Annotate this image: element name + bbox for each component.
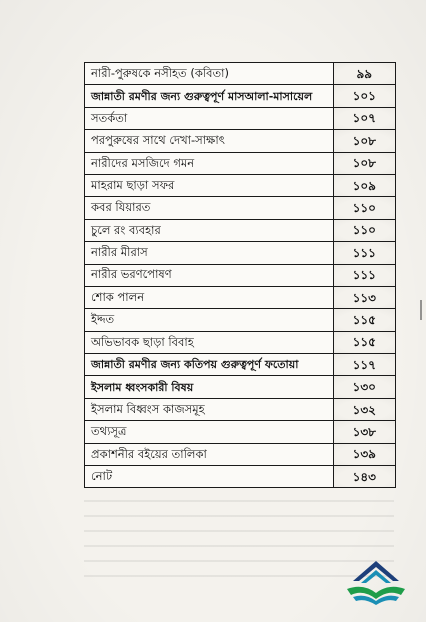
toc-entry-page: ১১৭: [333, 354, 395, 376]
toc-entry-page: ১০৮: [333, 130, 395, 152]
toc-entry-page: ১০১: [333, 85, 395, 107]
toc-row: [85, 264, 396, 286]
toc-row: [85, 398, 396, 420]
toc-entry-title: অভিভাবক ছাড়া বিবাহ: [85, 331, 334, 353]
toc-entry-page: ১৪৩: [333, 466, 395, 488]
toc-entry-page: ১১৩: [333, 286, 395, 308]
toc-entry-title: শোক পালন: [85, 286, 334, 308]
toc-entry-title: পরপুরুষের সাথে দেখা-সাক্ষাৎ: [85, 130, 334, 152]
toc-row: [85, 85, 396, 107]
toc-entry-title: নারীর মীরাস: [85, 242, 334, 264]
toc-entry-page: ১০৮: [333, 152, 395, 174]
toc-row: [85, 174, 396, 196]
toc-row: [85, 354, 396, 376]
toc-row: [85, 421, 396, 443]
toc-entry-title: ইসলাম বিধ্বংস কাজসমূহ: [85, 398, 334, 420]
toc-entry-page: ১০৯: [333, 174, 395, 196]
table-of-contents: [84, 62, 396, 488]
toc-row: [85, 130, 396, 152]
toc-entry-title: নারী-পুরুষকে নসীহত (কবিতা): [85, 63, 334, 85]
toc-row: [85, 219, 396, 241]
toc-row: [85, 242, 396, 264]
toc-row: [85, 107, 396, 129]
toc-entry-title: মাহরাম ছাড়া সফর: [85, 174, 334, 196]
toc-body: [85, 63, 396, 488]
toc-entry-title: জান্নাতী রমণীর জন্য গুরুত্বপূর্ণ মাসআলা-মাসায়েল: [85, 85, 334, 107]
toc-entry-page: ১০৭: [333, 107, 395, 129]
publisher-logo-icon: [343, 555, 409, 607]
toc-entry-page: ১১৫: [333, 309, 395, 331]
toc-row: [85, 197, 396, 219]
toc-entry-title: তথ্যসূত্র: [85, 421, 334, 443]
toc-row: [85, 331, 396, 353]
toc-entry-page: ১৩০: [333, 376, 395, 398]
toc-row: [85, 376, 396, 398]
toc-entry-page: ১১১: [333, 242, 395, 264]
toc-entry-page: ১১৫: [333, 331, 395, 353]
toc-entry-title: সতর্কতা: [85, 107, 334, 129]
toc-entry-page: ১৩৮: [333, 421, 395, 443]
page-edge-mark: [420, 300, 422, 320]
toc-entry-title: ইদ্দত: [85, 309, 334, 331]
toc-entry-title: জান্নাতী রমণীর জন্য কতিপয় গুরুত্বপূর্ণ ফতোয়া: [85, 354, 334, 376]
toc-entry-page: ১১০: [333, 219, 395, 241]
toc-entry-page: ১৩৯: [333, 443, 395, 465]
toc-entry-title: কবর যিয়ারত: [85, 197, 334, 219]
toc-entry-title: ইসলাম ধ্বংসকারী বিষয়: [85, 376, 334, 398]
toc-row: [85, 152, 396, 174]
toc-entry-page: ৯৯: [333, 63, 395, 85]
toc-entry-title: প্রকাশনীর বইয়ের তালিকা: [85, 443, 334, 465]
toc-entry-page: ১১০: [333, 197, 395, 219]
toc-row: [85, 309, 396, 331]
toc-row: [85, 443, 396, 465]
toc-entry-title: নারীর ভরণপোষণ: [85, 264, 334, 286]
toc-entry-title: চুলে রং ব্যবহার: [85, 219, 334, 241]
toc-entry-title: নোট: [85, 466, 334, 488]
toc-entry-title: নারীদের মসজিদে গমন: [85, 152, 334, 174]
toc-row: [85, 286, 396, 308]
toc-entry-page: ১৩২: [333, 398, 395, 420]
toc-row: [85, 466, 396, 488]
toc-entry-page: ১১১: [333, 264, 395, 286]
toc-row: [85, 63, 396, 85]
